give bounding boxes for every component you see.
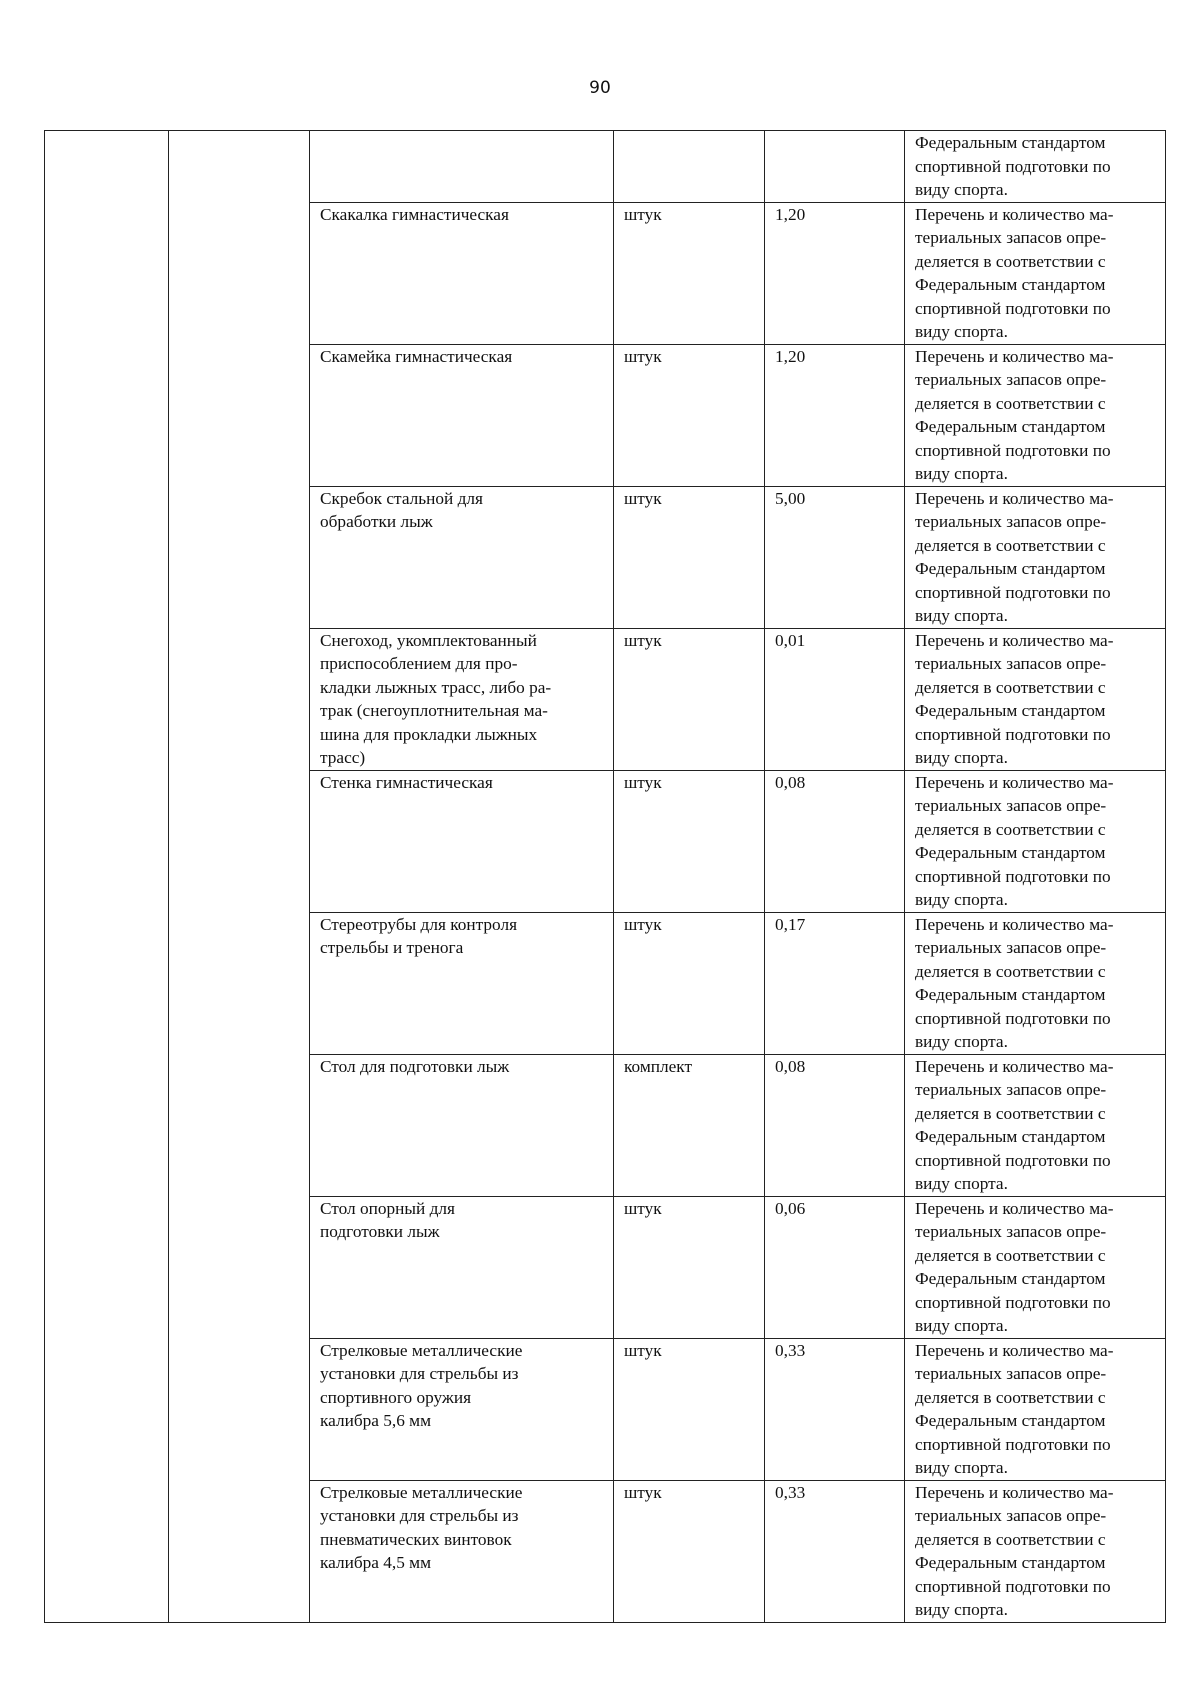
cell-name: Стереотрубы для контроля стрельбы и тренога	[310, 912, 614, 1054]
page-number: 90	[589, 78, 611, 98]
cell-qty: 0,08	[765, 1054, 905, 1196]
cell-note: Перечень и количество ма- териальных запасов опре- деляется в соответствии с Федеральным стандартом спортивной подготовки по виду спорта.	[905, 1338, 1166, 1480]
cell-note: Перечень и количество ма- териальных запасов опре- деляется в соответствии с Федеральным стандартом спортивной подготовки по виду спорта.	[905, 912, 1166, 1054]
cell-qty: 0,17	[765, 912, 905, 1054]
cell-qty: 0,06	[765, 1196, 905, 1338]
cell-unit: штук	[614, 486, 765, 628]
cell-note: Федеральным стандартом спортивной подготовки по виду спорта.	[905, 131, 1166, 203]
cell-name: Скакалка гимнастическая	[310, 202, 614, 344]
cell-qty: 0,33	[765, 1338, 905, 1480]
cell-name: Стол для подготовки лыж	[310, 1054, 614, 1196]
cell-unit: штук	[614, 1338, 765, 1480]
cell-qty: 0,33	[765, 1480, 905, 1622]
cell-note: Перечень и количество ма- териальных запасов опре- деляется в соответствии с Федеральным стандартом спортивной подготовки по виду спорта.	[905, 628, 1166, 770]
cell-qty: 0,01	[765, 628, 905, 770]
cell-name: Стенка гимнастическая	[310, 770, 614, 912]
cell-qty: 1,20	[765, 344, 905, 486]
cell-qty: 5,00	[765, 486, 905, 628]
cell-qty: 0,08	[765, 770, 905, 912]
cell-note: Перечень и количество ма- териальных запасов опре- деляется в соответствии с Федеральным стандартом спортивной подготовки по виду спорта.	[905, 1054, 1166, 1196]
cell-name: Снегоход, укомплектованный приспособлением для про- кладки лыжных трасс, либо ра- трак (снегоуплотнительная ма- шина для прокладки лыжных трасс)	[310, 628, 614, 770]
cell-note: Перечень и количество ма- териальных запасов опре- деляется в соответствии с Федеральным стандартом спортивной подготовки по виду спорта.	[905, 1196, 1166, 1338]
cell-name	[310, 131, 614, 203]
cell-unit: штук	[614, 1480, 765, 1622]
cell-note: Перечень и количество ма- териальных запасов опре- деляется в соответствии с Федеральным стандартом спортивной подготовки по виду спорта.	[905, 486, 1166, 628]
cell-name: Скребок стальной для обработки лыж	[310, 486, 614, 628]
cell-unit: штук	[614, 344, 765, 486]
cell-unit: штук	[614, 912, 765, 1054]
cell-unit	[614, 131, 765, 203]
cell-unit: штук	[614, 1196, 765, 1338]
merged-cell-col1	[45, 131, 169, 1623]
table-row	[45, 131, 1166, 203]
cell-note: Перечень и количество ма- териальных запасов опре- деляется в соответствии с Федеральным стандартом спортивной подготовки по виду спорта.	[905, 202, 1166, 344]
cell-note: Перечень и количество ма- териальных запасов опре- деляется в соответствии с Федеральным стандартом спортивной подготовки по виду спорта.	[905, 344, 1166, 486]
merged-cell-col2	[169, 131, 310, 1623]
cell-note: Перечень и количество ма- териальных запасов опре- деляется в соответствии с Федеральным стандартом спортивной подготовки по виду спорта.	[905, 770, 1166, 912]
cell-unit: штук	[614, 202, 765, 344]
cell-name: Стрелковые металлические установки для стрельбы из спортивного оружия калибра 5,6 мм	[310, 1338, 614, 1480]
equipment-table	[44, 130, 1166, 1623]
cell-qty: 1,20	[765, 202, 905, 344]
cell-name: Стол опорный для подготовки лыж	[310, 1196, 614, 1338]
cell-name: Скамейка гимнастическая	[310, 344, 614, 486]
cell-note: Перечень и количество ма- териальных запасов опре- деляется в соответствии с Федеральным стандартом спортивной подготовки по виду спорта.	[905, 1480, 1166, 1622]
cell-unit: штук	[614, 770, 765, 912]
cell-unit: штук	[614, 628, 765, 770]
cell-qty	[765, 131, 905, 203]
cell-unit: комплект	[614, 1054, 765, 1196]
cell-name: Стрелковые металлические установки для стрельбы из пневматических винтовок калибра 4,5 мм	[310, 1480, 614, 1622]
